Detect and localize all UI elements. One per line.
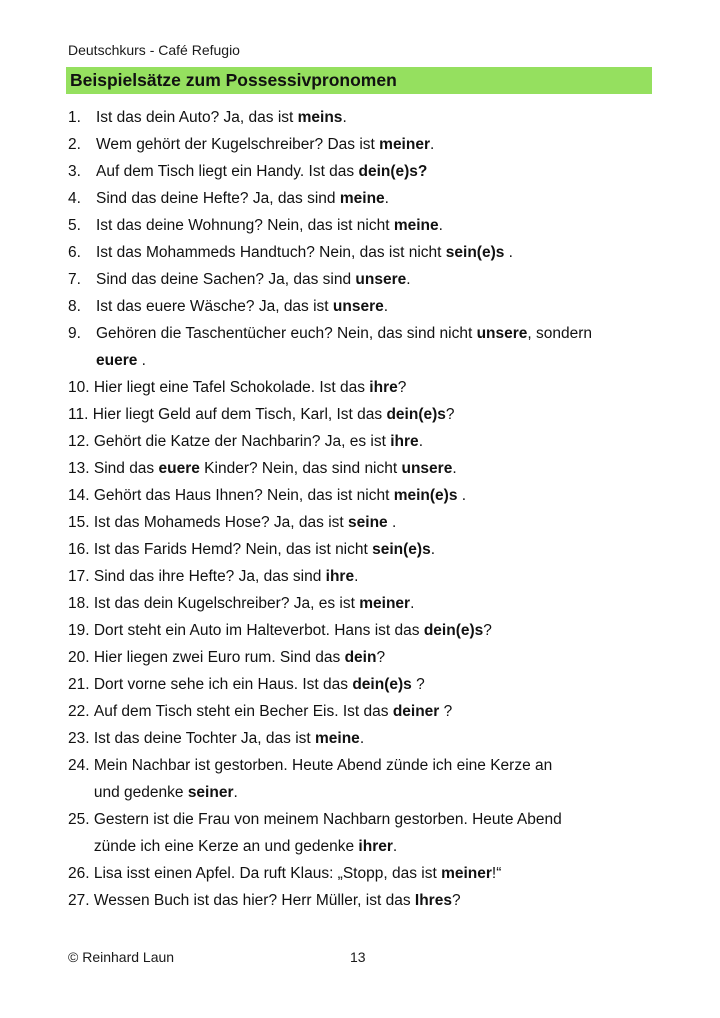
item-line	[68, 320, 668, 347]
sentence-text: Hier liegen zwei Euro rum. Sind das	[93, 649, 345, 666]
sentence-text: Ist das Mohammeds Handtuch? Nein, das ist nicht	[96, 244, 446, 261]
item-text	[96, 104, 668, 131]
item-line	[66, 725, 668, 752]
item-number: 23.	[68, 730, 94, 747]
sentence-text: Mein Nachbar ist gestorben. Heute Abend zünde ich eine Kerze an	[93, 757, 553, 774]
sentence-text: Ist das dein Kugelschreiber? Ja, es ist	[93, 595, 360, 612]
list-item	[68, 509, 668, 536]
footer-copyright: © Reinhard Laun	[68, 949, 175, 965]
item-line	[68, 158, 668, 185]
possessive-pronoun: deiner	[392, 703, 440, 720]
item-line	[66, 428, 668, 455]
sentence-text: Auf dem Tisch liegt ein Handy. Ist das	[96, 163, 359, 180]
item-line	[66, 644, 668, 671]
list-item	[68, 428, 668, 455]
list-item	[68, 293, 668, 320]
sentence-text: .	[406, 271, 411, 288]
possessive-pronoun: meiner	[379, 136, 430, 153]
list-item	[68, 860, 668, 887]
sentence-text: Lisa isst einen Apfel. Da ruft Klaus: „Stopp, das ist	[93, 865, 442, 882]
sentence-text: Ist das dein Auto? Ja, das ist	[96, 109, 298, 126]
list-item	[68, 752, 668, 806]
item-line	[66, 482, 668, 509]
possessive-pronoun: dein	[344, 649, 377, 666]
item-number: 25.	[68, 811, 94, 828]
possessive-pronoun: sein(e)s	[372, 541, 431, 558]
sentence-text: Ist das deine Tochter Ja, das ist	[93, 730, 315, 747]
list-item	[68, 644, 668, 671]
sentence-text: ?	[439, 703, 453, 720]
possessive-pronoun: meiner	[441, 865, 492, 882]
item-text	[94, 698, 668, 725]
list-item	[68, 455, 668, 482]
sentence-text: Kinder? Nein, das sind nicht	[199, 460, 402, 477]
item-line	[66, 590, 668, 617]
possessive-pronoun: ihre	[325, 568, 355, 585]
item-number: 12.	[68, 433, 94, 450]
item-text	[93, 401, 668, 428]
sentence-list	[68, 104, 668, 914]
sentence-text: .	[452, 460, 457, 477]
item-number: 26.	[68, 865, 94, 882]
item-text	[94, 590, 668, 617]
item-line	[66, 887, 668, 914]
list-item	[68, 887, 668, 914]
sentence-text: .	[418, 433, 423, 450]
list-item	[68, 374, 668, 401]
item-text	[94, 374, 668, 401]
sentence-text: ?	[451, 892, 461, 909]
list-item	[68, 401, 668, 428]
sentence-text: Gehört das Haus Ihnen? Nein, das ist nicht	[93, 487, 394, 504]
sentence-text: ?	[411, 676, 425, 693]
sentence-text: Auf dem Tisch steht ein Becher Eis. Ist das	[93, 703, 393, 720]
item-number: 13.	[68, 460, 94, 477]
footer-page-number: 13	[350, 949, 366, 965]
item-line	[66, 806, 668, 833]
possessive-pronoun: unsere	[476, 325, 528, 342]
item-text	[96, 131, 668, 158]
sentence-text: Wem gehört der Kugelschreiber? Das ist	[96, 136, 380, 153]
list-item	[68, 698, 668, 725]
list-item	[68, 725, 668, 752]
list-item	[68, 212, 668, 239]
item-number: 7.	[68, 271, 86, 288]
item-line	[66, 455, 668, 482]
list-item	[68, 239, 668, 266]
sentence-text: Gestern ist die Frau von meinem Nachbarn gestorben. Heute Abend	[93, 811, 562, 828]
sentence-text: .	[342, 109, 347, 126]
item-text	[94, 482, 668, 509]
page-header: Deutschkurs - Café Refugio	[68, 42, 240, 58]
list-item	[68, 590, 668, 617]
item-text	[94, 671, 668, 698]
item-number: 11.	[68, 406, 93, 423]
possessive-pronoun: ihre	[390, 433, 419, 450]
possessive-pronoun: dein(e)s	[423, 622, 484, 639]
item-text	[96, 239, 668, 266]
possessive-pronoun: mein(e)s	[393, 487, 458, 504]
item-line	[66, 671, 668, 698]
item-line	[66, 698, 668, 725]
item-line	[66, 833, 668, 860]
item-number: 8.	[68, 298, 86, 315]
sentence-text: .	[410, 595, 415, 612]
item-number: 9.	[68, 325, 86, 342]
item-number: 6.	[68, 244, 86, 261]
sentence-text: Dort vorne sehe ich ein Haus. Ist das	[93, 676, 353, 693]
possessive-pronoun: Ihres	[414, 892, 452, 909]
sentence-text: .	[387, 514, 397, 531]
item-number: 1.	[68, 109, 86, 126]
sentence-text: ?	[483, 622, 492, 639]
sentence-text: .	[430, 136, 435, 153]
possessive-pronoun: meine	[393, 217, 439, 234]
possessive-pronoun: meine	[339, 190, 385, 207]
sentence-text: !“	[491, 865, 502, 882]
item-number: 17.	[68, 568, 94, 585]
possessive-pronoun: seiner	[187, 784, 234, 801]
possessive-pronoun: dein(e)s?	[358, 163, 428, 180]
sentence-text: ?	[445, 406, 455, 423]
item-line	[66, 374, 668, 401]
item-text	[94, 887, 668, 914]
list-item	[68, 536, 668, 563]
item-line	[68, 239, 668, 266]
item-text	[94, 806, 668, 860]
list-item	[68, 266, 668, 293]
title-highlight-bar	[66, 67, 652, 94]
item-line	[66, 509, 668, 536]
item-text	[94, 725, 668, 752]
item-text	[94, 509, 668, 536]
possessive-pronoun: dein(e)s	[352, 676, 412, 693]
sentence-text: .	[359, 730, 365, 747]
sentence-text: Gehören die Taschentücher euch? Nein, das sind nicht	[96, 325, 477, 342]
list-item	[68, 671, 668, 698]
item-line	[65, 401, 668, 428]
sentence-text: .	[438, 217, 443, 234]
list-item	[68, 104, 668, 131]
item-line	[66, 752, 668, 779]
item-number: 20.	[68, 649, 94, 666]
item-line	[68, 212, 668, 239]
item-text	[94, 752, 668, 806]
sentence-text: Ist das deine Wohnung? Nein, das ist nicht	[96, 217, 394, 234]
sentence-text: und gedenke	[93, 784, 188, 801]
sentence-text: Ist das euere Wäsche? Ja, das ist	[96, 298, 333, 315]
item-text	[96, 158, 668, 185]
possessive-pronoun: unsere	[355, 271, 407, 288]
possessive-pronoun: ihre	[369, 379, 398, 396]
item-line	[66, 779, 668, 806]
sentence-text: .	[383, 298, 389, 315]
item-line	[68, 104, 668, 131]
sentence-text: .	[384, 190, 389, 207]
sentence-text: .	[137, 352, 146, 369]
possessive-pronoun: seine	[348, 514, 388, 531]
sentence-text: .	[233, 784, 238, 801]
item-line	[68, 293, 668, 320]
sentence-text: .	[430, 541, 436, 558]
item-text	[94, 428, 668, 455]
item-number: 24.	[68, 757, 94, 774]
item-text	[96, 212, 668, 239]
item-line	[66, 563, 668, 590]
list-item	[68, 617, 668, 644]
item-number: 21.	[68, 676, 94, 693]
item-number: 27.	[68, 892, 94, 909]
item-number: 2.	[68, 136, 86, 153]
sentence-text: Sind das	[93, 460, 159, 477]
page-title: Beispielsätze zum Possessivpronomen	[70, 70, 397, 90]
sentence-text: ?	[397, 379, 407, 396]
sentence-text: ?	[376, 649, 386, 666]
possessive-pronoun: ihrer	[358, 838, 393, 855]
item-number: 22.	[68, 703, 94, 720]
item-text	[96, 185, 668, 212]
item-text	[94, 455, 668, 482]
list-item	[68, 482, 668, 509]
item-number: 16.	[68, 541, 94, 558]
item-number: 4.	[68, 190, 86, 207]
possessive-pronoun: sein(e)s	[445, 244, 505, 261]
possessive-pronoun: meiner	[359, 595, 411, 612]
list-item	[68, 806, 668, 860]
item-text	[94, 563, 668, 590]
item-number: 15.	[68, 514, 94, 531]
item-line	[66, 860, 668, 887]
sentence-text: Sind das ihre Hefte? Ja, das sind	[93, 568, 326, 585]
possessive-pronoun: unsere	[332, 298, 384, 315]
item-number: 14.	[68, 487, 94, 504]
item-line	[66, 617, 668, 644]
sentence-text: Ist das Farids Hemd? Nein, das ist nicht	[93, 541, 373, 558]
sentence-text: Hier liegt Geld auf dem Tisch, Karl, Ist das	[92, 406, 387, 423]
item-line	[68, 185, 668, 212]
sentence-text: , sondern	[527, 325, 593, 342]
item-text	[94, 617, 668, 644]
item-line	[68, 266, 668, 293]
list-item	[68, 185, 668, 212]
sentence-text: Ist das Mohameds Hose? Ja, das ist	[93, 514, 349, 531]
item-line	[68, 347, 668, 374]
possessive-pronoun: euere	[96, 352, 138, 369]
possessive-pronoun: dein(e)s	[386, 406, 446, 423]
sentence-text: .	[457, 487, 467, 504]
sentence-text: .	[504, 244, 513, 261]
sentence-text: Wessen Buch ist das hier? Herr Müller, ist das	[93, 892, 415, 909]
item-number: 10.	[68, 379, 94, 396]
item-line	[68, 131, 668, 158]
sentence-text: Sind das deine Hefte? Ja, das sind	[96, 190, 340, 207]
possessive-pronoun: meine	[315, 730, 360, 747]
item-text	[96, 293, 668, 320]
list-item	[68, 158, 668, 185]
sentence-text: Sind das deine Sachen? Ja, das sind	[96, 271, 356, 288]
sentence-text: Gehört die Katze der Nachbarin? Ja, es ist	[93, 433, 391, 450]
possessive-pronoun: unsere	[401, 460, 453, 477]
item-text	[96, 320, 668, 374]
sentence-text: .	[392, 838, 398, 855]
item-number: 5.	[68, 217, 86, 234]
list-item	[68, 563, 668, 590]
item-line	[66, 536, 668, 563]
sentence-text: Dort steht ein Auto im Halteverbot. Hans ist das	[93, 622, 424, 639]
list-item	[68, 320, 668, 374]
item-number: 3.	[68, 163, 86, 180]
sentence-text: .	[354, 568, 359, 585]
item-text	[94, 860, 668, 887]
item-text	[94, 644, 668, 671]
item-number: 18.	[68, 595, 94, 612]
item-text	[96, 266, 668, 293]
possessive-pronoun: meins	[297, 109, 343, 126]
list-item	[68, 131, 668, 158]
possessive-pronoun: euere	[158, 460, 200, 477]
sentence-text: zünde ich eine Kerze an und gedenke	[93, 838, 359, 855]
sentence-text: Hier liegt eine Tafel Schokolade. Ist das	[93, 379, 370, 396]
item-text	[94, 536, 668, 563]
item-number: 19.	[68, 622, 94, 639]
